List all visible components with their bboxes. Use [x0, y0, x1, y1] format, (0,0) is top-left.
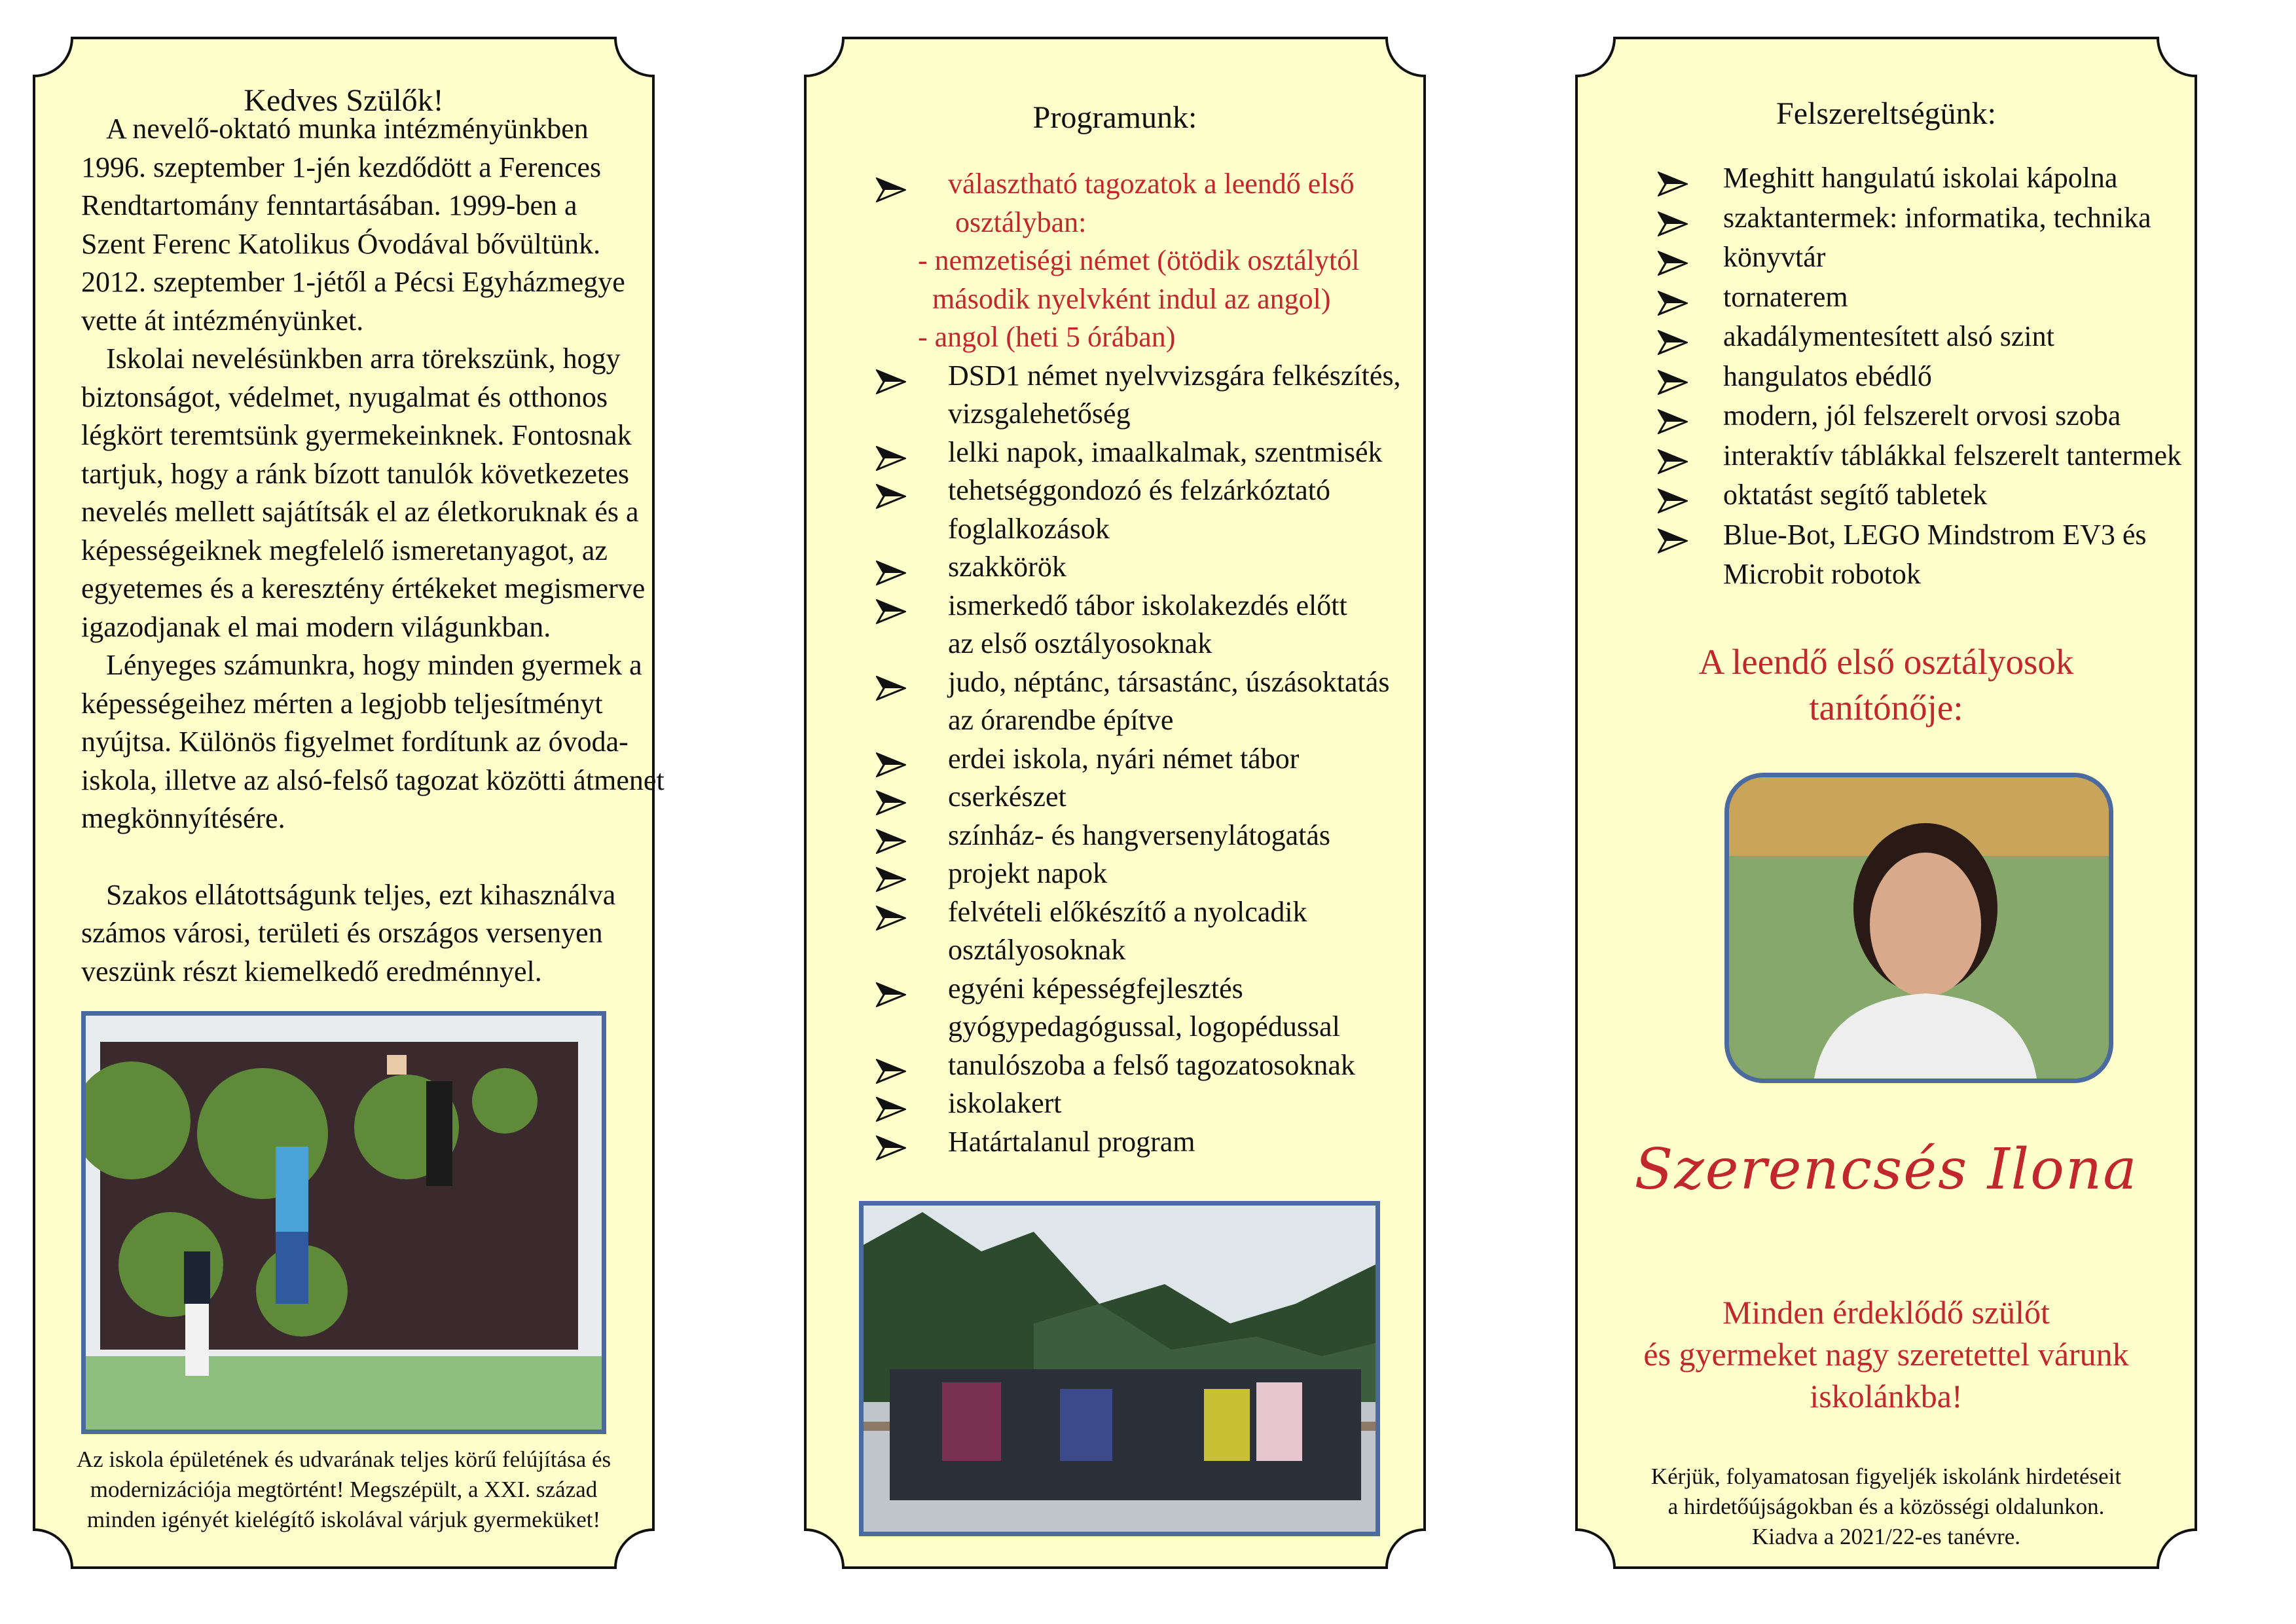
arrow-bullet-icon [876, 1132, 906, 1157]
climbing-wall-photo [81, 1011, 606, 1434]
text-line: A leendő első osztályosok [1698, 642, 2074, 682]
arrow-bullet-icon [1658, 525, 1688, 549]
text-line: Iskolai nevelésünkben arra törekszünk, hogy [106, 342, 621, 375]
text-line: Szakos ellátottságunk teljes, ezt kihasználva [106, 878, 616, 911]
list-item [876, 778, 1400, 817]
text-line: vizsgalehetőség [948, 397, 1131, 430]
text-line: 1996. szeptember 1-jén kezdődött a Ferences [81, 151, 602, 183]
list-item [876, 893, 1400, 970]
text-line: veszünk részt kiemelkedő eredménnyel. [81, 955, 542, 987]
text-line: iskola, illetve az alsó-felső tagozat közötti átmenet [81, 764, 665, 796]
footer-note [1601, 1462, 2171, 1552]
list-item [1658, 158, 2181, 198]
text-line: Kérjük, folyamatosan figyeljék iskolánk hirdetéseit [1650, 1464, 2122, 1489]
arrow-bullet-icon [876, 596, 906, 621]
arrow-bullet-icon [876, 979, 906, 1004]
text-line: minden igényét kielégítő iskolával várjuk gyermeküket! [86, 1507, 601, 1532]
text-line: nevelés mellett sajátítsák el az életkoruknak és a [81, 496, 639, 528]
text-line: osztályosoknak [948, 934, 1126, 966]
teacher-portrait-photo [1724, 773, 2113, 1083]
arrow-bullet-icon [876, 749, 906, 774]
arrow-bullet-icon [876, 174, 906, 199]
panel-title: Felszereltségünk: [1776, 96, 1996, 131]
text-line: cserkészet [948, 781, 1066, 813]
panel-title: Kedves Szülők! [244, 83, 444, 118]
text-line: A nevelő-oktató munka intézményünkben [106, 113, 589, 145]
list-item [1658, 475, 2181, 515]
text-line: tanulószoba a felső tagozatosoknak [948, 1048, 1355, 1081]
arrow-bullet-icon [876, 864, 906, 889]
text-line: Rendtartomány fenntartásában. 1999-ben a [81, 189, 577, 221]
arrow-bullet-icon [1658, 326, 1688, 351]
text-line: Lényeges számunkra, hogy minden gyermek a [106, 649, 642, 681]
text-line: iskolánkba! [1810, 1378, 1963, 1414]
list-item [1658, 396, 2181, 436]
text-line: judo, néptánc, társastánc, úszásoktatás [948, 665, 1390, 698]
arrow-bullet-icon [1658, 287, 1688, 312]
text-line: Minden érdeklődő szülőt [1722, 1294, 2050, 1331]
teacher-heading [1601, 639, 2171, 731]
photo-caption [59, 1445, 629, 1535]
arrow-bullet-icon [876, 1094, 906, 1118]
text-line: vette át intézményünket. [81, 304, 364, 337]
list-item [876, 740, 1400, 779]
text-line: második nyelvként indul az angol) [918, 282, 1331, 315]
arrow-bullet-icon [1658, 405, 1688, 430]
teacher-name: Szerencsés Ilona [1634, 1137, 2138, 1202]
arrow-bullet-icon [876, 902, 906, 927]
text-line: színház- és hangversenylátogatás [948, 819, 1330, 851]
panel-right [1575, 37, 2197, 1569]
text-line: - angol (heti 5 órában) [918, 321, 1176, 353]
text-line: projekt napok [948, 857, 1108, 889]
group-photo-forest [859, 1201, 1380, 1536]
text-line: felvételi előkészítő a nyolcadik [948, 895, 1307, 928]
text-line: tornaterem [1723, 280, 1848, 313]
text-line: Blue-Bot, LEGO Mindstrom EV3 és [1723, 518, 2147, 551]
equipment-list [1658, 158, 2181, 595]
arrow-bullet-icon [876, 557, 906, 582]
list-item [1658, 317, 2181, 357]
arrow-bullet-icon [876, 443, 906, 468]
text-line: Kiadva a 2021/22-es tanévre. [1751, 1524, 2021, 1549]
arrow-bullet-icon [1658, 485, 1688, 509]
arrow-bullet-icon [876, 481, 906, 506]
text-line: szakkörök [948, 551, 1066, 583]
arrow-bullet-icon [876, 1056, 906, 1080]
arrow-bullet-icon [876, 366, 906, 391]
arrow-bullet-icon [876, 826, 906, 851]
text-line: egyetemes és a keresztény értékeket megismerve [81, 572, 646, 604]
arrow-bullet-icon [876, 673, 906, 697]
text-line: iskolakert [948, 1087, 1062, 1119]
text-line: az órarendbe építve [948, 704, 1174, 736]
text-line: hangulatos ebédlő [1723, 360, 1932, 392]
text-line: oktatást segítő tabletek [1723, 479, 1988, 511]
text-line: 2012. szeptember 1-jétől a Pécsi Egyházmegye [81, 266, 625, 298]
panel-title: Programunk: [1032, 100, 1197, 135]
list-item [876, 587, 1400, 663]
list-item [876, 855, 1400, 893]
list-item [876, 434, 1400, 472]
intro-text [81, 110, 665, 991]
text-line: Meghitt hangulatú iskolai kápolna [1723, 162, 2118, 194]
text-line: és gyermeket nagy szeretettel várunk [1643, 1336, 2129, 1373]
arrow-bullet-icon [1658, 445, 1688, 470]
text-line: modernizációja megtörtént! Megszépült, a XXI. század [90, 1477, 598, 1502]
text-line: Az iskola épületének és udvarának teljes körű felújítása és [76, 1447, 611, 1472]
text-line: erdei iskola, nyári német tábor [948, 742, 1300, 775]
invitation-text [1601, 1291, 2171, 1417]
list-item [876, 242, 1400, 357]
text-line: az első osztályosoknak [948, 627, 1212, 659]
text-line: tehetséggondozó és felzárkóztató [948, 474, 1330, 506]
text-line: ismerkedő tábor iskolakezdés előtt [948, 589, 1347, 621]
text-line: számos városi, területi és országos versenyen [81, 917, 603, 949]
text-line: osztályban: [948, 206, 1087, 238]
text-line: szaktantermek: informatika, technika [1723, 201, 2151, 234]
list-item [876, 548, 1400, 587]
text-line: - nemzetiségi német (ötödik osztálytól [918, 244, 1360, 276]
text-line: nyújtsa. Különös figyelmet fordítunk az óvoda- [81, 726, 629, 758]
list-item [1658, 238, 2181, 278]
list-item [876, 663, 1400, 740]
arrow-bullet-icon [876, 787, 906, 812]
list-item [876, 1123, 1400, 1162]
list-item [876, 165, 1400, 242]
list-item [1658, 357, 2181, 397]
text-line: Szent Ferenc Katolikus Óvodával bővültünk. [81, 227, 601, 260]
list-item [876, 970, 1400, 1046]
arrow-bullet-icon [1658, 208, 1688, 232]
text-line: Microbit robotok [1723, 558, 1921, 590]
arrow-bullet-icon [1658, 247, 1688, 272]
text-line: biztonságot, védelmet, nyugalmat és otthonos [81, 380, 608, 413]
text-line: Határtalanul program [948, 1125, 1195, 1158]
text-line: tartjuk, hogy a ránk bízott tanulók következetes [81, 457, 629, 490]
text-line: foglalkozások [948, 512, 1110, 545]
list-item [876, 471, 1400, 548]
text-line: légkört teremtsünk gyermekeinknek. Fontosnak [81, 419, 632, 451]
arrow-bullet-icon [1658, 366, 1688, 391]
text-line: lelki napok, imaalkalmak, szentmisék [948, 435, 1383, 468]
text-line: interaktív táblákkal felszerelt tantermek [1723, 439, 2182, 471]
text-line: egyéni képességfejlesztés [948, 972, 1243, 1005]
text-line: könyvtár [1723, 241, 1826, 273]
text-line: tanítónője: [1809, 688, 1963, 728]
list-item [1658, 278, 2181, 318]
list-item [876, 357, 1400, 434]
list-item [876, 817, 1400, 855]
program-list [876, 165, 1400, 1161]
text-line: akadálymentesített alsó szint [1723, 320, 2054, 352]
arrow-bullet-icon [1658, 168, 1688, 193]
panel-middle [804, 37, 1426, 1569]
list-item [1658, 515, 2181, 595]
text-line: képességeihez mérten a legjobb teljesítményt [81, 687, 603, 720]
text-line: gyógypedagógussal, logopédussal [948, 1010, 1340, 1043]
text-line: választható tagozatok a leendő első [948, 168, 1355, 200]
list-item [876, 1046, 1400, 1085]
text-line: igazodjanak el mai modern világunkban. [81, 610, 551, 643]
text-line: a hirdetőújságokban és a közösségi oldalunkon. [1667, 1494, 2105, 1519]
list-item [876, 1084, 1400, 1123]
list-item [1658, 198, 2181, 238]
list-item [1658, 436, 2181, 476]
text-line: modern, jól felszerelt orvosi szoba [1723, 399, 2121, 432]
text-line: DSD1 német nyelvvizsgára felkészítés, [948, 359, 1401, 392]
text-line: megkönnyítésére. [81, 802, 285, 834]
panel-left [33, 37, 665, 1569]
text-line: képességeiknek megfelelő ismeretanyagot, az [81, 534, 608, 566]
